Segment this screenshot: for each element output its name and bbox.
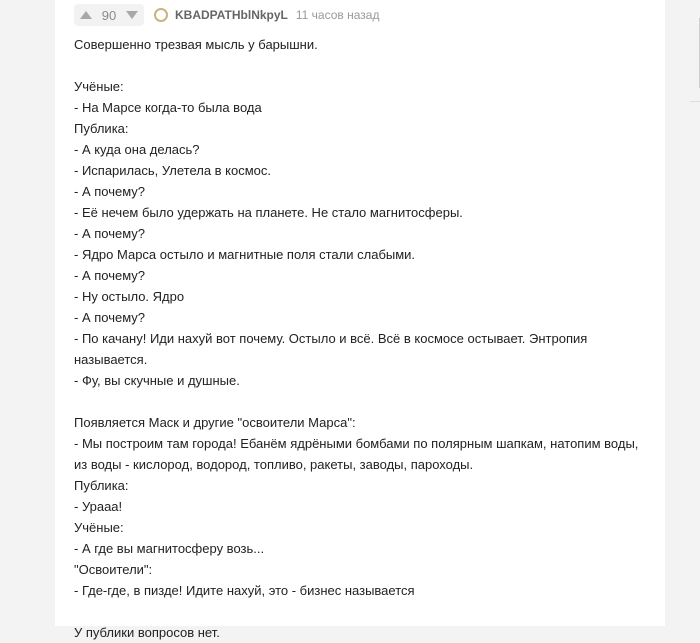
- comment-line: - Урааа!: [74, 499, 123, 514]
- comment-time[interactable]: 11 часов назад: [295, 8, 380, 22]
- comment-line: - Ядро Марса остыло и магнитные поля стали слабыми.: [74, 247, 416, 262]
- vote-box: [74, 4, 144, 26]
- comment-line: - А куда она делась?: [74, 142, 200, 157]
- comment-line: - По качану! Иди нахуй вот почему. Остыло и всё. Всё в космосе остывает. Энтропия называется.: [74, 331, 591, 367]
- comment-line: - Фу, вы скучные и душные.: [74, 373, 240, 388]
- comment-line: - А почему?: [74, 184, 146, 199]
- downvote-icon[interactable]: [126, 11, 138, 19]
- comment-line: - Ну остыло. Ядро: [74, 289, 185, 304]
- comment-line: Публика:: [74, 121, 129, 136]
- comment-header: [74, 0, 379, 30]
- comment-line: - А почему?: [74, 226, 146, 241]
- comment-line: Публика:: [74, 478, 129, 493]
- comment-line: Учёные:: [74, 520, 124, 535]
- comment-line: - На Марсе когда-то была вода: [74, 100, 262, 115]
- comment-line: - Испарилась, Улетела в космос.: [74, 163, 272, 178]
- upvote-icon[interactable]: [80, 11, 92, 19]
- comment-line: [74, 391, 654, 412]
- comment-line: - Её нечем было удержать на планете. Не стало магнитосферы.: [74, 205, 463, 220]
- comment-line: У публики вопросов нет.: [74, 625, 220, 640]
- comment-line: - А почему?: [74, 310, 146, 325]
- comment-line: [74, 55, 654, 76]
- comment-line: [74, 601, 654, 622]
- comment-body: [74, 34, 654, 643]
- avatar[interactable]: [154, 8, 168, 22]
- comment-line: - Где-где, в пизде! Идите нахуй, это - бизнес называется: [74, 583, 415, 598]
- comment-line: - А почему?: [74, 268, 146, 283]
- comment-line: - А где вы магнитосферу возь...: [74, 541, 265, 556]
- comment-line: Совершенно трезвая мысль у барышни.: [74, 37, 318, 52]
- side-divider: [690, 101, 700, 102]
- comment-line: Появляется Маск и другие "освоители Марса":: [74, 415, 356, 430]
- comment-line: "Освоители":: [74, 562, 153, 577]
- comment-rating: 90: [101, 7, 117, 23]
- comment-author[interactable]: KBADPATHblNkpyL: [175, 8, 288, 22]
- comment-line: Учёные:: [74, 79, 124, 94]
- comment-line: - Мы построим там города! Ебанём ядрёными бомбами по полярным шапкам, натопим воды, из воды - кислород, водород, топливо, ракеты, заводы, пароходы.: [74, 436, 643, 472]
